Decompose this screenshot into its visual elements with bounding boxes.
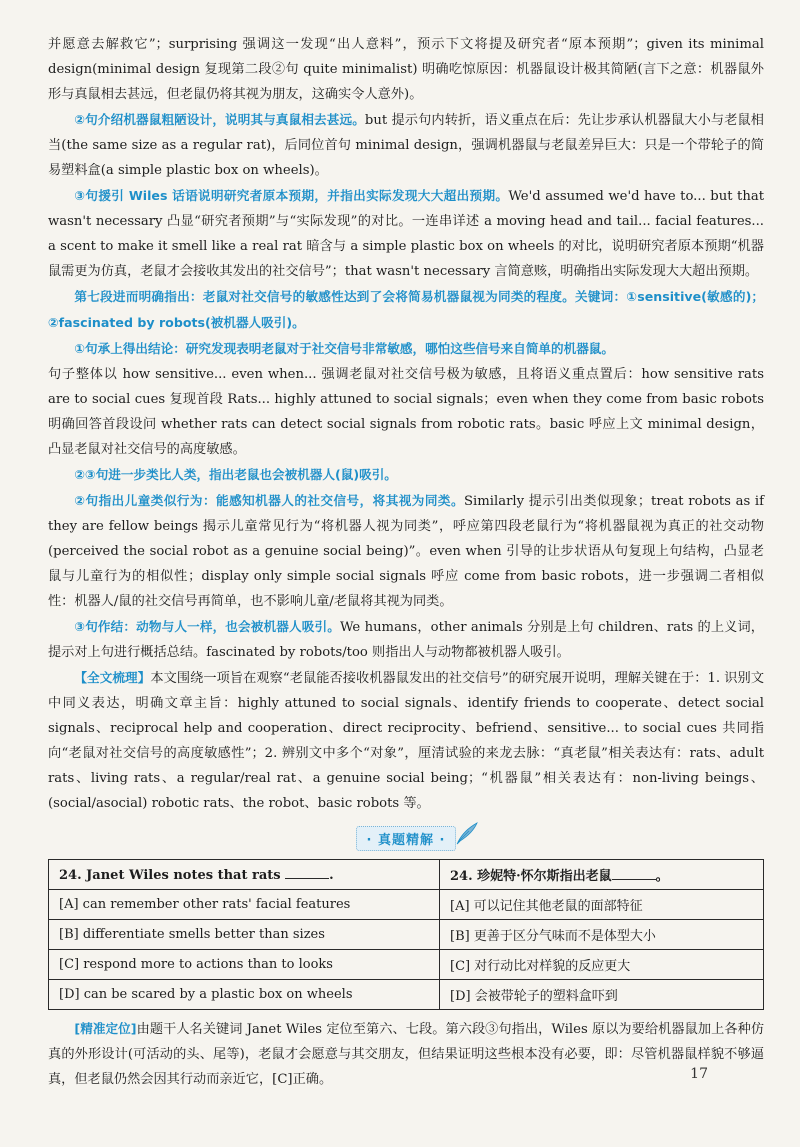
paragraph-seventh-s1-body: 句子整体以 how sensitive... even when... 强调老鼠对社交信号极为敏感，且将语义重点置后：how sensitive rats are to social cues 复现首段 Rats... highly attuned to social signals；even when they come from basic robots 明确回答首段设问 whether rats can detect social signals from robotic rats。basic 呼应上文 minimal design，凸显老鼠对社交信号的高度敏感。 (48, 367, 764, 457)
paragraph-seventh-s23 (48, 462, 764, 488)
paragraph-seventh-s2 (48, 488, 764, 614)
page-number: 17 (690, 1066, 708, 1082)
answer-explanation (48, 1016, 764, 1092)
summary-body: 本文围绕一项旨在观察“老鼠能否接收机器鼠发出的社交信号”的研究展开说明，理解关键在于：1. 识别文中同义表达，明确文章主旨：highly attuned to social signals、identify friends to cooperate、detect social signals、reciprocal help and cooperation、direct reciprocity、befriend、sensitive... to social cues 共同指向“老鼠对社交信号的高度敏感性”；2. 辨别文中多个“对象”，厘清试验的来龙去脉：“真老鼠”相关表达有：rats、adult rats、living rats、a regular/real rat、a genuine social being；“机器鼠”相关表达有：non-living beings、(social/asocial) robotic rats、the robot、basic robots 等。 (48, 671, 765, 811)
question-table (48, 859, 764, 1010)
question-stem-row (49, 860, 764, 890)
point-heading: ②句介绍机器鼠粗陋设计，说明其与真鼠相去甚远。 (74, 112, 365, 127)
explanation-text: 由题干人名关键词 Janet Wiles 定位至第六、七段。第六段③句指出，Wiles 原以为要给机器鼠加上各种仿真的外形设计(可活动的头、尾等)，老鼠才会愿意与其交朋友，但结果证明这些根本没有必要，即：尽管机器鼠样貌不够逼真，但老鼠仍然会因其行动而亲近它，[C]正确。 (48, 1022, 765, 1087)
point-body: We'd assumed we'd have to... but that wasn't necessary 凸显“研究者预期”与“实际发现”的对比。一连串详述 a moving head and tail... facial features... a scent to make it smell like a real rat 暗含与 a simple plastic box on wheels 的对比，说明研究者原本预期“机器鼠需更为仿真，老鼠才会接收其发出的社交信号”；that wasn't necessary 言简意赅，明确指出实际发现大大超出预期。 (48, 189, 765, 279)
quill-pen-icon (454, 820, 480, 846)
option-en-a: [A] can remember other rats' facial features (49, 890, 440, 920)
option-row (49, 890, 764, 920)
option-en-b: [B] differentiate smells better than sizes (49, 920, 440, 950)
point-body: but 提示句内转折，语义重点在后：先让步承认机器鼠大小与老鼠相当(the same size as a regular rat)，后同位首句 minimal design，强调机器鼠与老鼠差异巨大：只是一个带轮子的简易塑料盒(a simple plastic box on wheels)。 (48, 113, 764, 178)
stem-en-end: . (329, 868, 334, 883)
option-en-c: [C] respond more to actions than to looks (49, 950, 440, 980)
option-zh-c: [C] 对行动比对样貌的反应更大 (440, 950, 764, 980)
option-zh-d: [D] 会被带轮子的塑料盒吓到 (440, 980, 764, 1010)
answer-blank (285, 866, 329, 879)
explanation-label: [精准定位] (74, 1021, 137, 1036)
question-stem-zh (440, 860, 764, 890)
point-heading: ③句作结：动物与人一样，也会被机器人吸引。 (74, 619, 340, 634)
paragraph-seventh-s1 (48, 336, 764, 362)
option-row (49, 920, 764, 950)
stem-zh-text: 24. 珍妮特·怀尔斯指出老鼠 (450, 869, 612, 884)
option-row (49, 980, 764, 1010)
answer-blank (612, 867, 656, 880)
point-heading: ①句承上得出结论：研究发现表明老鼠对于社交信号非常敏感，哪怕这些信号来自简单的机器鼠。 (74, 341, 614, 356)
point-heading: ②③句进一步类比人类，指出老鼠也会被机器人(鼠)吸引。 (74, 467, 397, 482)
page-content (48, 32, 764, 1092)
question-stem-en (49, 860, 440, 890)
paragraph-summary-heading: 第七段进而明确指出：老鼠对社交信号的敏感性达到了会将简易机器鼠视为同类的程度。关键词：①sensitive(敏感的)；②fascinated by robots(被机器人吸引)。 (48, 289, 764, 330)
option-row (49, 950, 764, 980)
option-zh-a: [A] 可以记住其他老鼠的面部特征 (440, 890, 764, 920)
paragraph-seventh-summary (48, 284, 764, 336)
option-en-d: [D] can be scared by a plastic box on wheels (49, 980, 440, 1010)
paragraph-sentence-2 (48, 107, 764, 183)
section-title (326, 826, 486, 851)
stem-zh-end: 。 (655, 869, 669, 884)
paragraph-sentence-3 (48, 183, 764, 284)
point-heading: ②句指出儿童类似行为：能感知机器人的社交信号，将其视为同类。 (74, 493, 465, 508)
point-body: Similarly 提示引出类似现象；treat robots as if they are fellow beings 揭示儿童常见行为“将机器人视为同类”，呼应第四段老鼠行为“将机器鼠视为真正的社交动物(perceived the social robot as a genuine social being)”。even when 引导的让步状语从句复现上句结构，凸显老鼠与儿童行为的相似性；display only simple social signals 呼应 come from basic robots，进一步强调二者相似性：机器人/鼠的社交信号再简单，也不影响儿童/老鼠将其视为同类。 (48, 494, 764, 609)
point-body: We humans，other animals 分别是上句 children、rats 的上义词，提示对上句进行概括总结。fascinated by robots/too 则指出人与动物都被机器人吸引。 (48, 620, 764, 660)
option-zh-b: [B] 更善于区分气味而不是体型大小 (440, 920, 764, 950)
summary-label: 【全文梳理】 (74, 670, 151, 685)
stem-en-text: 24. Janet Wiles notes that rats (59, 868, 281, 883)
paragraph-continuation: 并愿意去解救它”；surprising 强调这一发现“出人意料”，预示下文将提及研究者“原本预期”；given its minimal design(minimal design 复现第二段②句 quite minimalist) 明确吃惊原因：机器鼠设计极其简陋(言下之意：机器鼠外形与真鼠相去甚远，但老鼠仍将其视为朋友，这确实令人意外)。 (48, 37, 764, 102)
section-title-text: · 真题精解 · (356, 826, 457, 851)
point-heading: ③句援引 Wiles 话语说明研究者原本预期，并指出实际发现大大超出预期。 (74, 188, 509, 203)
paragraph-seventh-s3 (48, 614, 764, 665)
paragraph-full-text-summary (48, 665, 764, 816)
